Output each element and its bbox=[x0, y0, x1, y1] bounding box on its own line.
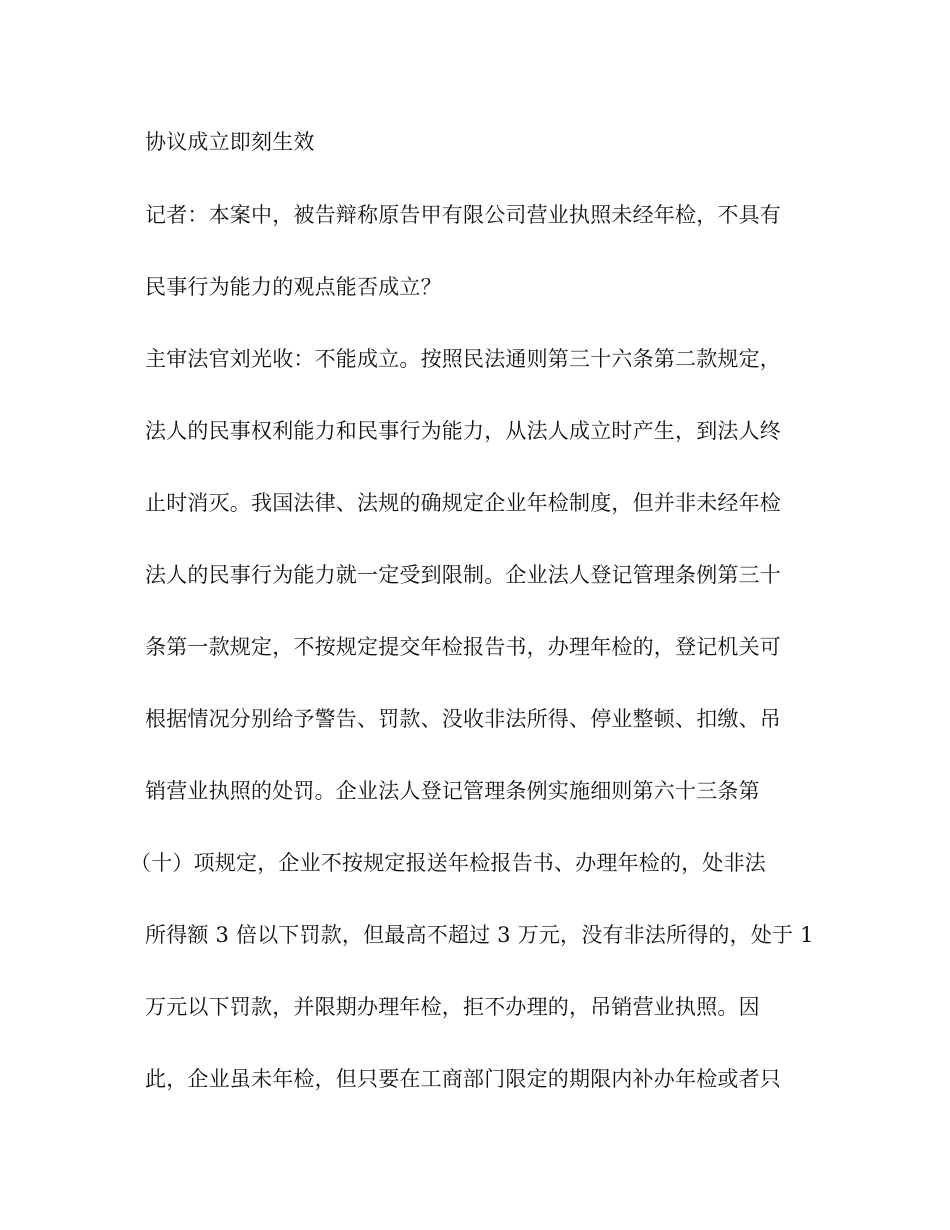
text-line: 法人的民事权利能力和民事行为能力，从法人成立时产生，到法人终 bbox=[145, 419, 781, 443]
section-heading: 协议成立即刻生效 bbox=[145, 130, 315, 154]
text-line: 止时消灭。我国法律、法规的确规定企业年检制度，但并非未经年检 bbox=[145, 491, 781, 515]
text-line: 此，企业虽未年检，但只要在工商部门限定的期限内补办年检或者只 bbox=[145, 1067, 781, 1091]
text-line: 法人的民事行为能力就一定受到限制。企业法人登记管理条例第三十 bbox=[145, 563, 781, 587]
text-line: （十）项规定，企业不按规定报送年检报告书、办理年检的，处非法 bbox=[130, 851, 766, 875]
text-line: 民事行为能力的观点能否成立？ bbox=[145, 275, 442, 299]
text-line: 根据情况分别给予警告、罚款、没收非法所得、停业整顿、扣缴、吊 bbox=[145, 707, 781, 731]
text-line: 记者：本案中，被告辩称原告甲有限公司营业执照未经年检，不具有 bbox=[145, 203, 781, 227]
text-line: 主审法官刘光收：不能成立。按照民法通则第三十六条第二款规定， bbox=[145, 347, 781, 371]
text-line: 销营业执照的处罚。企业法人登记管理条例实施细则第六十三条第 bbox=[145, 779, 760, 803]
text-line: 条第一款规定，不按规定提交年检报告书，办理年检的，登记机关可 bbox=[145, 635, 781, 659]
text-line: 所得额 3 倍以下罚款，但最高不超过 3 万元，没有非法所得的，处于 1 bbox=[145, 923, 814, 947]
text-line: 万元以下罚款，并限期办理年检，拒不办理的，吊销营业执照。因 bbox=[145, 995, 760, 1019]
